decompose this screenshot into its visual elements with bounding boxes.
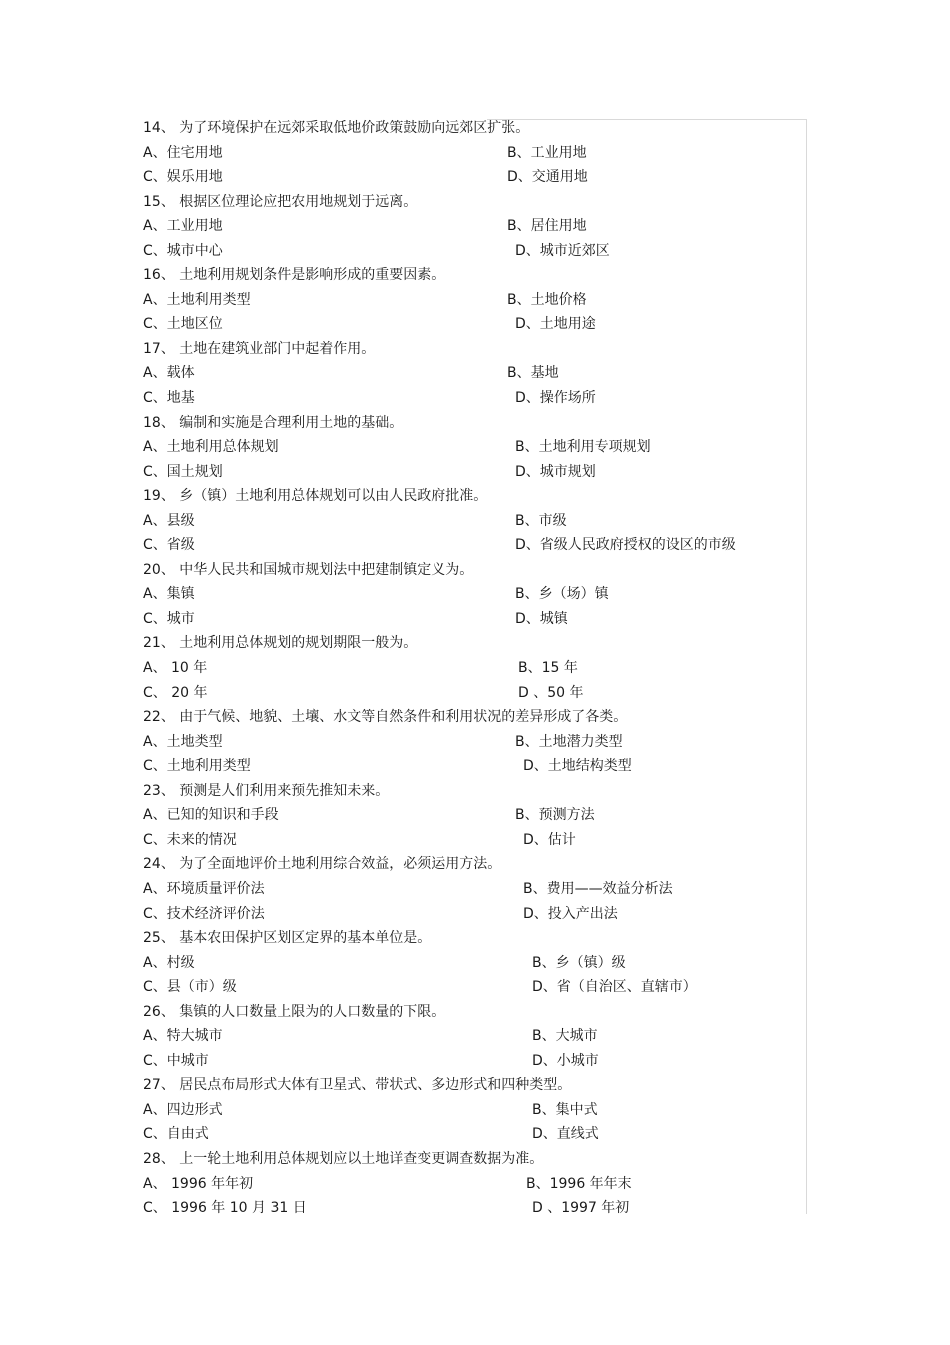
question-26-option-c: C、中城市 <box>143 1052 209 1069</box>
question-21-option-d: D 、50 年 <box>518 684 584 701</box>
question-17-options-row-2 <box>143 386 803 411</box>
question-28-option-c: C、 1996 年 10 月 31 日 <box>143 1200 307 1217</box>
question-18-option-c: C、国土规划 <box>143 463 223 480</box>
question-17-stem: 17、 土地在建筑业部门中起着作用。 <box>143 340 376 357</box>
question-14-stem: 14、 为了环境保护在远郊采取低地价政策鼓励向远郊区扩张。 <box>143 120 530 136</box>
question-23-option-c: C、未来的情况 <box>143 831 237 848</box>
question-27-option-d: D、直线式 <box>532 1126 599 1143</box>
question-14-option-a: A、住宅用地 <box>143 144 223 161</box>
question-20-options-row-2 <box>143 607 803 632</box>
question-22-option-d: D、土地结构类型 <box>523 758 632 775</box>
question-18-options-row-1 <box>143 435 803 460</box>
question-27-options-row-2 <box>143 1122 803 1147</box>
question-14-options-row-1 <box>143 141 803 166</box>
question-26-options-row-1 <box>143 1024 803 1049</box>
question-21-option-b: B、15 年 <box>518 660 578 677</box>
question-21-options-row-2 <box>143 681 803 706</box>
question-24-option-d: D、投入产出法 <box>523 905 618 922</box>
question-28-options-row-2 <box>143 1196 803 1221</box>
question-14-option-d: D、交通用地 <box>507 169 588 186</box>
question-27-option-b: B、集中式 <box>532 1101 598 1118</box>
question-16-option-c: C、土地区位 <box>143 316 223 333</box>
question-15-option-a: A、工业用地 <box>143 218 223 235</box>
question-28-option-a: A、 1996 年年初 <box>143 1175 254 1192</box>
question-24-options-row-2 <box>143 902 803 927</box>
question-16-option-a: A、土地利用类型 <box>143 291 251 308</box>
question-25-option-b: B、乡（镇）级 <box>532 954 626 971</box>
question-26-option-d: D、小城市 <box>532 1052 599 1069</box>
page-frame-right-border <box>806 119 807 1214</box>
question-25-option-d: D、省（自治区、直辖市） <box>532 979 697 996</box>
question-23-option-b: B、预测方法 <box>515 807 595 824</box>
question-28-options-row-1 <box>143 1172 803 1197</box>
question-21-stem: 21、 土地利用总体规划的规划期限一般为。 <box>143 635 418 652</box>
question-18-option-a: A、土地利用总体规划 <box>143 439 279 456</box>
question-18-options-row-2 <box>143 460 803 485</box>
question-21-option-a: A、 10 年 <box>143 660 208 677</box>
question-14-option-c: C、娱乐用地 <box>143 169 223 186</box>
question-26-option-a: A、特大城市 <box>143 1028 223 1045</box>
question-15-options-row-1 <box>143 214 803 239</box>
question-24-option-b: B、费用——效益分析法 <box>523 880 673 897</box>
question-20-option-c: C、城市 <box>143 610 195 627</box>
question-24-option-c: C、技术经济评价法 <box>143 905 265 922</box>
question-16-options-row-1 <box>143 288 803 313</box>
question-16-options-row-2 <box>143 312 803 337</box>
question-23-option-a: A、已知的知识和手段 <box>143 807 279 824</box>
question-18-stem: 18、 编制和实施是合理利用土地的基础。 <box>143 414 404 431</box>
question-24-option-a: A、环境质量评价法 <box>143 880 265 897</box>
question-15-option-d: D、城市近郊区 <box>515 242 610 259</box>
question-22-option-b: B、土地潜力类型 <box>515 733 623 750</box>
question-26-stem: 26、 集镇的人口数量上限为的人口数量的下限。 <box>143 1003 446 1020</box>
question-27-options-row-1 <box>143 1098 803 1123</box>
question-14-options-row-2 <box>143 165 803 190</box>
question-22-option-c: C、土地利用类型 <box>143 758 251 775</box>
question-22-options-row-2 <box>143 754 803 779</box>
question-list <box>143 116 803 1221</box>
question-26-options-row-2 <box>143 1049 803 1074</box>
question-17-option-a: A、载体 <box>143 365 195 382</box>
question-21-option-c: C、 20 年 <box>143 684 208 701</box>
question-27-option-c: C、自由式 <box>143 1126 209 1143</box>
question-19-options-row-2 <box>143 533 803 558</box>
question-18-option-d: D、城市规划 <box>515 463 596 480</box>
question-25-options-row-1 <box>143 951 803 976</box>
question-15-stem: 15、 根据区位理论应把农用地规划于远离。 <box>143 193 418 210</box>
question-20-option-d: D、城镇 <box>515 610 568 627</box>
question-17-option-b: B、基地 <box>507 365 559 382</box>
question-15-option-b: B、居住用地 <box>507 218 587 235</box>
question-28-stem: 28、 上一轮土地利用总体规划应以土地详查变更调查数据为准。 <box>143 1150 544 1167</box>
question-22-stem: 22、 由于气候、地貌、土壤、水文等自然条件和利用状况的差异形成了各类。 <box>143 709 628 726</box>
question-17-options-row-1 <box>143 361 803 386</box>
question-20-options-row-1 <box>143 582 803 607</box>
question-18-option-b: B、土地利用专项规划 <box>515 439 651 456</box>
question-28-option-b: B、1996 年年末 <box>526 1175 632 1192</box>
question-26-option-b: B、大城市 <box>532 1028 598 1045</box>
question-17-option-d: D、操作场所 <box>515 390 596 407</box>
question-16-option-d: D、土地用途 <box>515 316 596 333</box>
question-22-options-row-1 <box>143 730 803 755</box>
question-17-option-c: C、地基 <box>143 390 195 407</box>
question-22-option-a: A、土地类型 <box>143 733 223 750</box>
question-28-option-d: D 、1997 年初 <box>532 1200 630 1217</box>
question-19-option-d: D、省级人民政府授权的设区的市级 <box>515 537 736 554</box>
question-25-option-a: A、村级 <box>143 954 195 971</box>
question-19-option-c: C、省级 <box>143 537 195 554</box>
question-25-options-row-2 <box>143 975 803 1000</box>
question-23-options-row-1 <box>143 803 803 828</box>
question-19-option-a: A、县级 <box>143 512 195 529</box>
question-14-option-b: B、工业用地 <box>507 144 587 161</box>
question-20-stem: 20、 中华人民共和国城市规划法中把建制镇定义为。 <box>143 561 474 578</box>
question-27-option-a: A、四边形式 <box>143 1101 223 1118</box>
question-24-options-row-1 <box>143 877 803 902</box>
question-24-stem: 24、 为了全面地评价土地利用综合效益，必须运用方法。 <box>143 856 502 873</box>
question-23-option-d: D、估计 <box>523 831 576 848</box>
question-16-stem: 16、 土地利用规划条件是影响形成的重要因素。 <box>143 267 446 284</box>
question-15-options-row-2 <box>143 239 803 264</box>
question-21-options-row-1 <box>143 656 803 681</box>
question-23-stem: 23、 预测是人们利用来预先推知未来。 <box>143 782 390 799</box>
question-23-options-row-2 <box>143 828 803 853</box>
question-19-option-b: B、市级 <box>515 512 567 529</box>
question-15-option-c: C、城市中心 <box>143 242 223 259</box>
question-20-option-a: A、集镇 <box>143 586 195 603</box>
question-25-stem: 25、 基本农田保护区划区定界的基本单位是。 <box>143 930 432 947</box>
question-16-option-b: B、土地价格 <box>507 291 587 308</box>
question-19-stem: 19、 乡（镇）土地利用总体规划可以由人民政府批准。 <box>143 488 488 505</box>
question-25-option-c: C、县（市）级 <box>143 979 237 996</box>
question-20-option-b: B、乡（场）镇 <box>515 586 609 603</box>
question-19-options-row-1 <box>143 509 803 534</box>
question-27-stem: 27、 居民点布局形式大体有卫星式、带状式、多边形式和四种类型。 <box>143 1077 572 1094</box>
